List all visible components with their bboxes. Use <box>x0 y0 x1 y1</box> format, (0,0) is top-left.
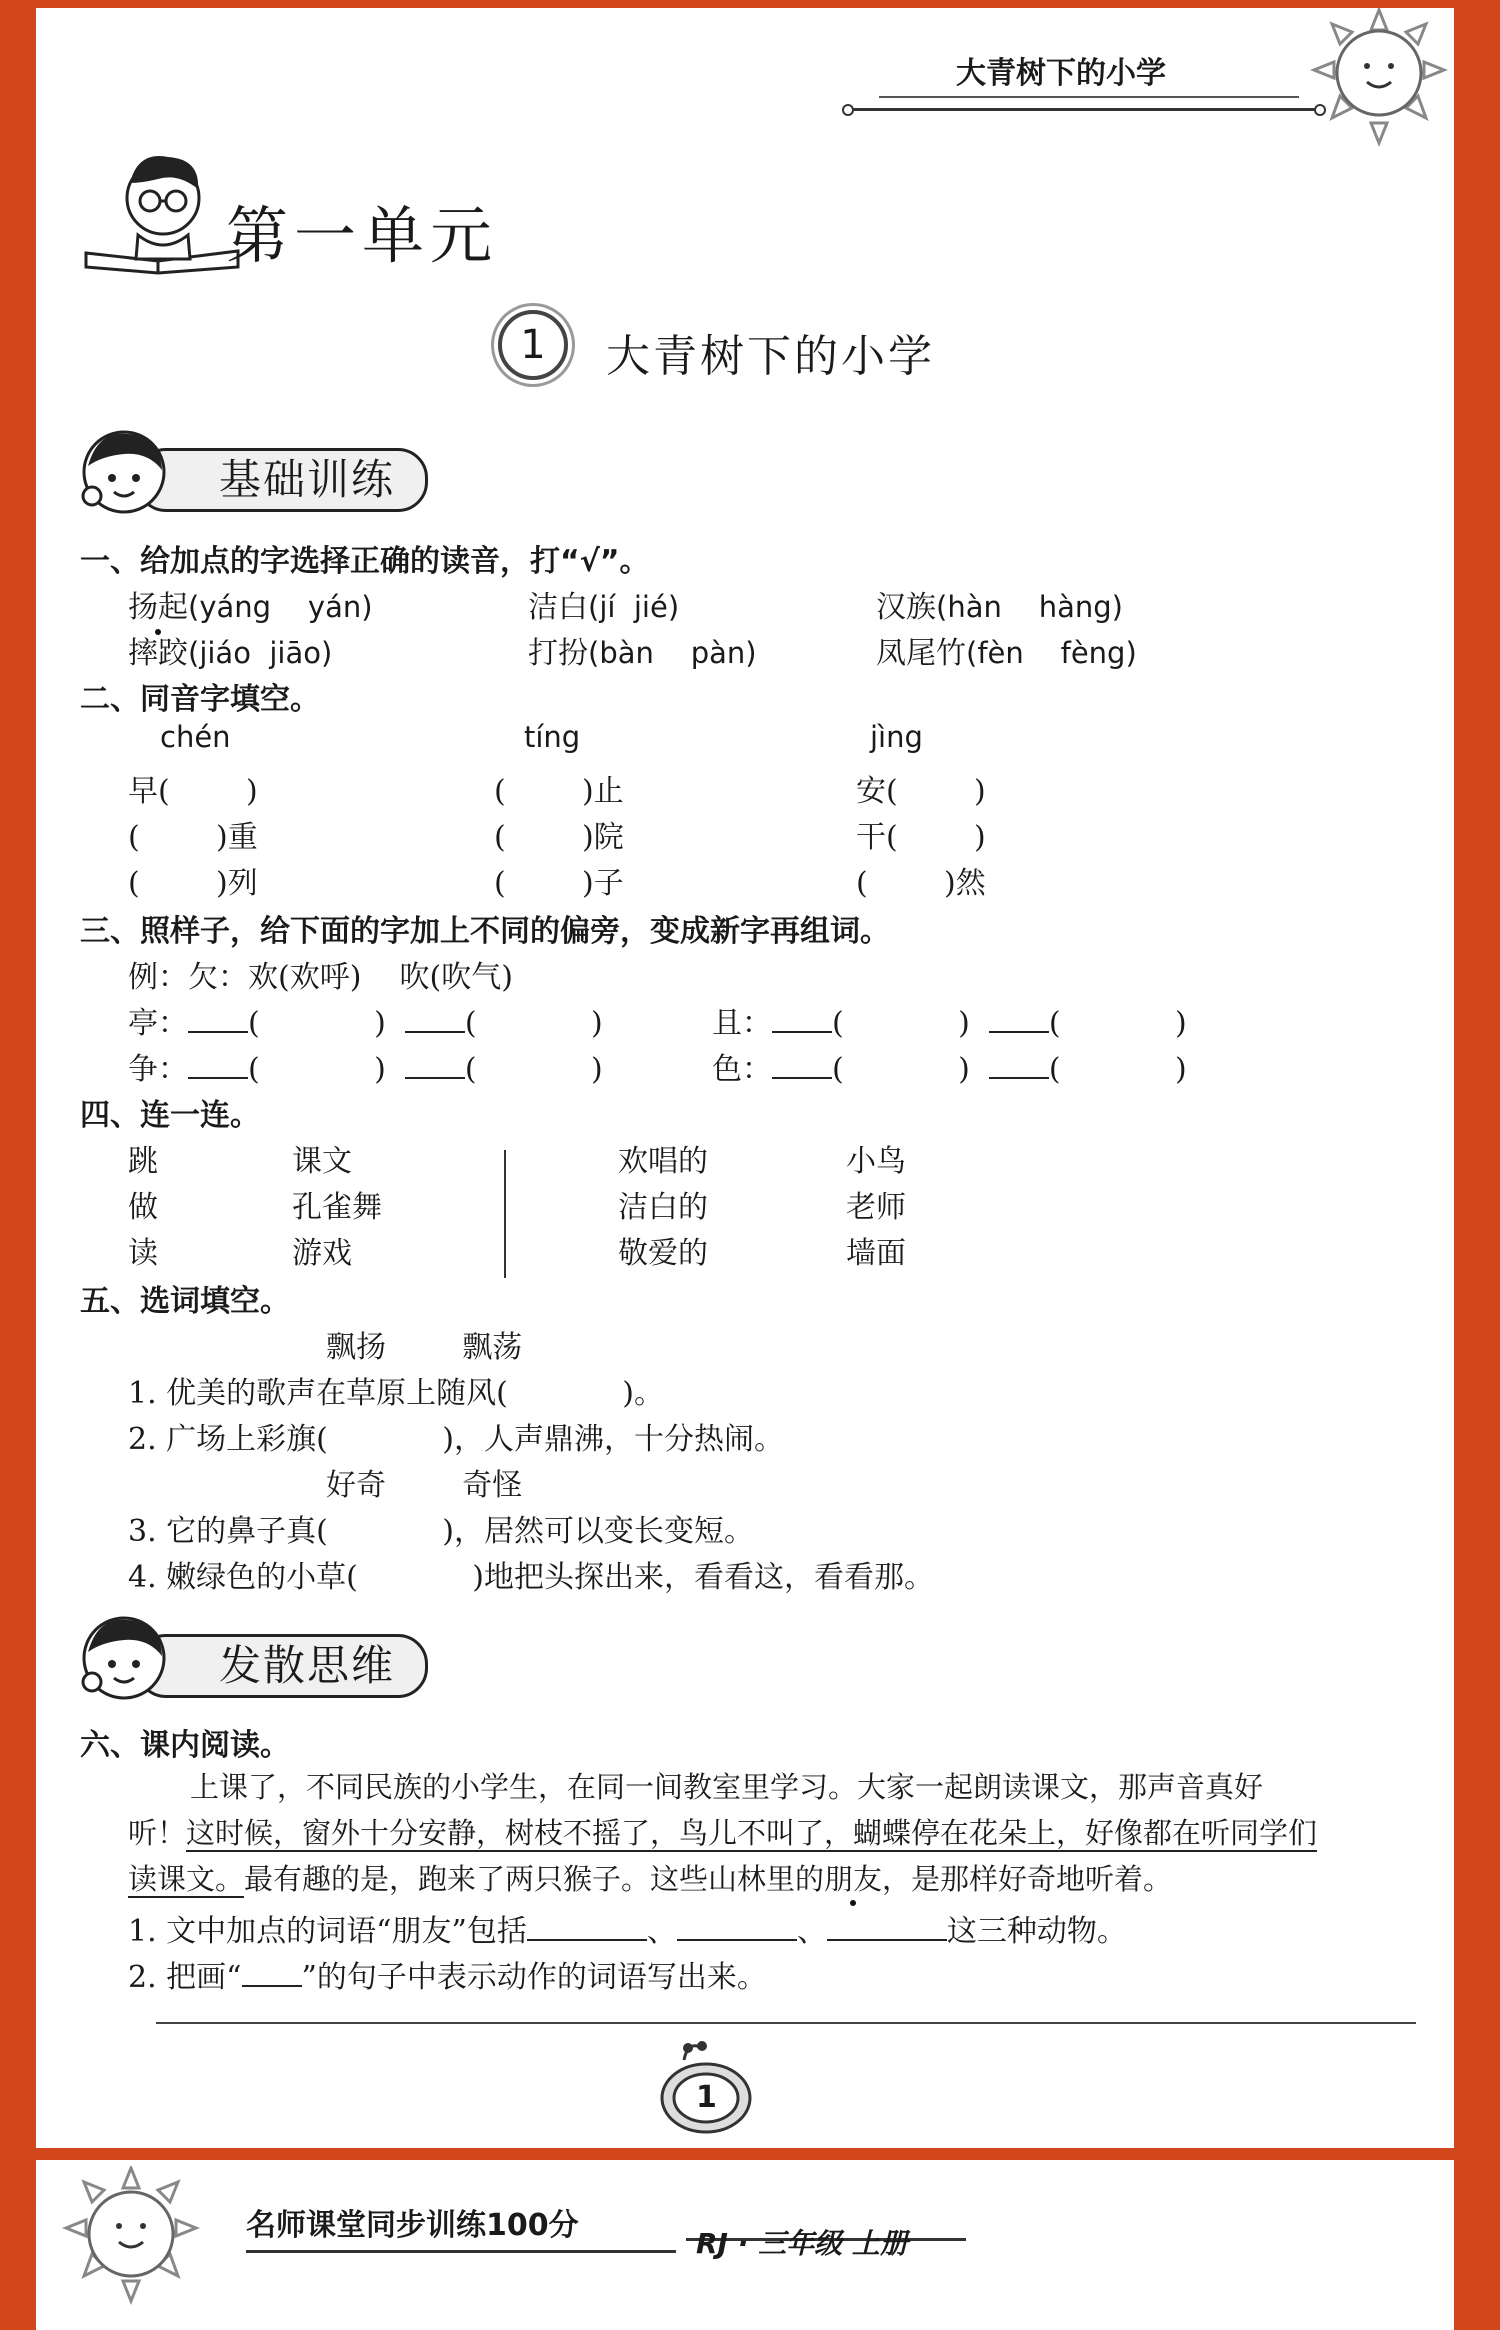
underline-sample <box>242 1959 302 1987</box>
passage-text: ，是那样好奇地听着。 <box>882 1862 1173 1896</box>
q3-example: 例：欠：欢(欢呼) 吹(吹气) <box>128 960 513 995</box>
q2-blank[interactable]: ( )列 <box>128 866 258 901</box>
sub-question-1: 1. 文中加点的词语“朋友”包括 、 、 这三种动物。 <box>128 1914 1127 1949</box>
unit-title: 第一单元 <box>226 199 499 272</box>
q3-blank[interactable] <box>188 1051 248 1079</box>
running-title: 大青树下的小学 <box>956 56 1166 91</box>
header-rule-thick <box>848 108 1318 111</box>
passage-line <box>128 1810 1428 1856</box>
q3-char: 色： <box>712 1052 772 1087</box>
footer-rule <box>156 2022 1416 2024</box>
question-2-title: 二、同音字填空。 <box>80 682 320 717</box>
q1-item <box>128 582 373 626</box>
answer-blank[interactable] <box>527 1913 647 1941</box>
q1-options[interactable]: (jí jié) <box>588 590 680 624</box>
q3-paren[interactable]: ( ) <box>1048 1006 1187 1041</box>
match-item[interactable]: 做 <box>128 1190 158 1225</box>
fill-sentence[interactable]: 4. 嫩绿色的小草( )地把头探出来，看看这，看看那。 <box>128 1560 935 1595</box>
dotted-word: 朋友 <box>824 1862 883 1896</box>
q3-blank[interactable] <box>772 1051 832 1079</box>
q3-paren[interactable]: ( ) <box>832 1052 970 1087</box>
reading-passage <box>128 1764 1428 1902</box>
match-item[interactable]: 孔雀舞 <box>292 1190 382 1225</box>
match-item[interactable]: 小鸟 <box>846 1144 906 1179</box>
q2-blank[interactable]: 安( ) <box>856 774 986 809</box>
question-6-title: 六、课内阅读。 <box>80 1728 290 1763</box>
match-divider <box>504 1150 506 1278</box>
q1-options[interactable]: (bàn pàn) <box>588 636 757 670</box>
page-number: 1 <box>696 2080 717 2115</box>
q1-item <box>528 628 757 672</box>
q2-blank[interactable]: 早( ) <box>128 774 258 809</box>
q3-row <box>128 998 603 1042</box>
q1-item <box>876 582 1123 626</box>
q2-blank[interactable]: ( )子 <box>494 866 624 901</box>
question-4-title: 四、连一连。 <box>80 1098 260 1133</box>
underlined-sentence: 这时候，窗外十分安静，树枝不摇了，鸟儿不叫了，蝴蝶停在花朵上，好像都在听同学们 <box>186 1816 1318 1850</box>
q3-blank[interactable] <box>772 1005 832 1033</box>
header-rule <box>879 96 1299 98</box>
q3-paren[interactable]: ( ) <box>1048 1052 1187 1087</box>
q1-options[interactable]: (jiáo jiāo) <box>188 636 333 670</box>
answer-blank[interactable] <box>827 1913 947 1941</box>
q3-paren[interactable]: ( ) <box>248 1006 386 1041</box>
sub-q-text: 这三种动物。 <box>946 1914 1127 1949</box>
fill-sentence[interactable]: 1. 优美的歌声在草原上随风( )。 <box>128 1376 665 1411</box>
series-title: 名师课堂同步训练100分 <box>246 2208 579 2243</box>
section-basic-training: 基础训练 <box>136 448 428 512</box>
sub-q-text: 2. 把画“ <box>128 1960 242 1995</box>
underlined-sentence: 读课文。 <box>128 1862 245 1896</box>
match-item[interactable]: 游戏 <box>292 1236 352 1271</box>
q2-blank[interactable]: ( )止 <box>494 774 624 809</box>
q2-pinyin: jìng <box>870 720 923 754</box>
passage-text: 最有趣的是，跑来了两只猴子。这些山林里的 <box>244 1862 825 1896</box>
sub-q-text: 1. 文中加点的词语“朋友”包括 <box>128 1914 527 1949</box>
q3-row <box>128 1044 603 1088</box>
fill-sentence[interactable]: 2. 广场上彩旗( )，人声鼎沸，十分热闹。 <box>128 1422 785 1457</box>
q3-blank[interactable] <box>405 1005 465 1033</box>
question-5-title: 五、选词填空。 <box>80 1284 290 1319</box>
q3-blank[interactable] <box>989 1051 1049 1079</box>
match-item[interactable]: 敬爱的 <box>618 1236 708 1271</box>
q1-word: 摔跤 <box>128 636 188 671</box>
q2-blank[interactable]: ( )重 <box>128 820 258 855</box>
match-item[interactable]: 墙面 <box>846 1236 906 1271</box>
series-rule <box>246 2250 676 2253</box>
q1-word: 打扮 <box>528 636 588 671</box>
q3-blank[interactable] <box>188 1005 248 1033</box>
lesson-number: 1 <box>498 310 568 380</box>
word-choices: 好奇 奇怪 <box>326 1468 523 1503</box>
q2-blank[interactable]: ( )然 <box>856 866 986 901</box>
fill-sentence[interactable]: 3. 它的鼻子真( )，居然可以变长变短。 <box>128 1514 755 1549</box>
lesson-title: 大青树下的小学 <box>606 331 935 382</box>
q1-word: 汉族 <box>876 590 936 625</box>
sun-icon <box>1304 8 1454 148</box>
edition-label: RJ · 三年级 上册 <box>696 2227 908 2260</box>
passage-text: 听！ <box>128 1816 187 1850</box>
match-item[interactable]: 洁白的 <box>618 1190 708 1225</box>
header-rule-end <box>842 104 854 116</box>
next-page-strip <box>36 2160 1454 2330</box>
q1-word: 凤尾竹 <box>876 636 966 671</box>
q3-paren[interactable]: ( ) <box>464 1052 603 1087</box>
q3-paren[interactable]: ( ) <box>832 1006 970 1041</box>
q3-blank[interactable] <box>405 1051 465 1079</box>
q3-char: 且： <box>712 1006 772 1041</box>
passage-line <box>128 1856 1428 1902</box>
q3-blank[interactable] <box>989 1005 1049 1033</box>
q1-options[interactable]: (fèn fèng) <box>966 636 1137 670</box>
q2-blank[interactable]: ( )院 <box>494 820 624 855</box>
q2-blank[interactable]: 干( ) <box>856 820 986 855</box>
sun-icon <box>56 2166 206 2306</box>
q1-item <box>528 582 679 626</box>
q1-word: 洁白 <box>528 590 588 625</box>
girl-face-icon <box>78 426 170 518</box>
sub-question-2 <box>128 1952 767 1996</box>
q2-pinyin: chén <box>160 720 231 754</box>
q3-paren[interactable]: ( ) <box>464 1006 603 1041</box>
q2-pinyin: tíng <box>524 720 581 754</box>
workbook-page <box>36 8 1454 2148</box>
word-choices: 飘扬 飘荡 <box>326 1330 523 1365</box>
match-item[interactable]: 跳 <box>128 1144 158 1179</box>
boy-reading-icon <box>78 143 248 278</box>
girl-face-icon <box>78 1612 170 1704</box>
match-item[interactable]: 欢唱的 <box>618 1144 708 1179</box>
q3-paren[interactable]: ( ) <box>248 1052 386 1087</box>
match-item[interactable]: 课文 <box>292 1144 352 1179</box>
q3-row <box>712 1044 1187 1088</box>
q1-item <box>128 628 332 672</box>
q3-char: 争： <box>128 1052 188 1087</box>
q1-options[interactable]: (hàn hàng) <box>936 590 1123 624</box>
q3-row <box>712 998 1187 1042</box>
section-divergent-thinking: 发散思维 <box>136 1634 428 1698</box>
match-item[interactable]: 读 <box>128 1236 158 1271</box>
q1-options[interactable]: (yáng yán) <box>188 590 373 624</box>
passage-line: 上课了，不同民族的小学生，在同一间教室里学习。大家一起朗读课文，那声音真好 <box>190 1770 1264 1804</box>
sub-q-text: ”的句子中表示动作的词语写出来。 <box>301 1960 767 1995</box>
q1-word: 扬起 <box>128 590 188 625</box>
question-3-title: 三、照样子，给下面的字加上不同的偏旁，变成新字再组词。 <box>80 914 890 949</box>
match-item[interactable]: 老师 <box>846 1190 906 1225</box>
answer-blank[interactable] <box>677 1913 797 1941</box>
q3-char: 亭： <box>128 1006 188 1041</box>
q1-item <box>876 628 1137 672</box>
question-1-title: 一、给加点的字选择正确的读音，打“√”。 <box>80 544 650 579</box>
